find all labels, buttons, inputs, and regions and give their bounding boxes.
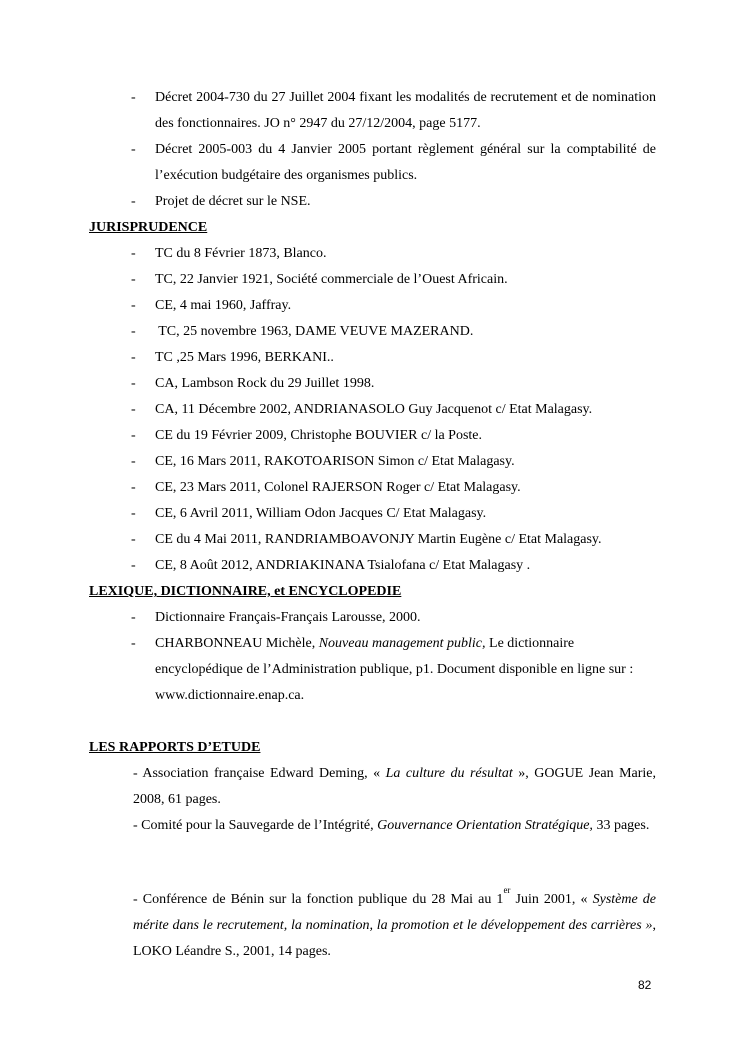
report-item [133, 887, 656, 965]
report-prefix: - Association française Edward Deming, « [133, 766, 386, 781]
report-prefix: - Conférence de Bénin sur la fonction publique du 28 Mai au 1 [133, 892, 504, 907]
decree-item: - Décret 2005-003 du 4 Janvier 2005 portant règlement général sur la comptabilité de l’exécution budgétaire des organismes publics. [131, 137, 656, 189]
section-heading-rapports: LES RAPPORTS D’ETUDE [89, 740, 261, 755]
jurisprudence-item: - CE du 4 Mai 2011, RANDRIAMBOAVONJY Martin Eugène c/ Etat Malagasy. [131, 527, 656, 553]
jurisprudence-item: - CE, 4 mai 1960, Jaffray. [131, 293, 656, 319]
jurisprudence-item: - CE, 6 Avril 2011, William Odon Jacques C/ Etat Malagasy. [131, 501, 656, 527]
jurisprudence-item: - CE, 23 Mars 2011, Colonel RAJERSON Roger c/ Etat Malagasy. [131, 475, 656, 501]
report-suffix: 33 pages. [592, 818, 650, 833]
jurisprudence-item: - TC, 25 novembre 1963, DAME VEUVE MAZERAND. [131, 319, 656, 345]
jurisprudence-item: - TC ,25 Mars 1996, BERKANI.. [131, 345, 656, 371]
lexique-rest: Le dictionnaire encyclopédique de l’Administration publique, p1. Document disponible en ligne sur : www.dictionnaire.enap.ca. [155, 636, 634, 703]
jurisprudence-item: - TC du 8 Février 1873, Blanco. [131, 241, 656, 267]
report-suffix: , LOKO Léandre S., 2001, 14 pages. [133, 918, 656, 959]
report-prefix: - Comité pour la Sauvegarde de l’Intégrité, [133, 818, 378, 833]
jurisprudence-item: - CA, 11 Décembre 2002, ANDRIANASOLO Guy Jacquenot c/ Etat Malagasy. [131, 397, 656, 423]
lexique-item: - Dictionnaire Français-Français Larousse, 2000. [131, 605, 656, 631]
report-title: La culture du résultat [385, 766, 513, 781]
jurisprudence-item: - CE, 8 Août 2012, ANDRIAKINANA Tsialofana c/ Etat Malagasy . [131, 553, 656, 579]
jurisprudence-item: - CE du 19 Février 2009, Christophe BOUVIER c/ la Poste. [131, 423, 656, 449]
report-mid: Juin 2001, « [510, 892, 593, 907]
page-number: 82 [638, 978, 652, 992]
decree-item: - Décret 2004-730 du 27 Juillet 2004 fixant les modalités de recrutement et de nomination des fonctionnaires. JO n° 2947 du 27/12/2004, page 5177. [131, 85, 656, 137]
report-item [133, 813, 656, 839]
section-heading-jurisprudence: JURISPRUDENCE [89, 220, 208, 235]
lexique-author: CHARBONNEAU Michèle, [155, 636, 319, 651]
jurisprudence-item: - TC, 22 Janvier 1921, Société commerciale de l’Ouest Africain. [131, 267, 656, 293]
report-title: Gouvernance Orientation Stratégique, [377, 818, 593, 833]
decree-item: - Projet de décret sur le NSE. [131, 189, 656, 215]
report-item [133, 761, 656, 813]
report-title: Système de mérite dans le recrutement, la nomination, la promotion et le développement des carrières » [133, 892, 656, 933]
lexique-item [131, 631, 656, 709]
report-superscript: er [503, 885, 511, 895]
lexique-title: Nouveau management public, [318, 636, 486, 651]
report-suffix: », GOGUE Jean Marie, 2008, 61 pages. [133, 766, 657, 807]
jurisprudence-item: - CA, Lambson Rock du 29 Juillet 1998. [131, 371, 656, 397]
jurisprudence-item: - CE, 16 Mars 2011, RAKOTOARISON Simon c/ Etat Malagasy. [131, 449, 656, 475]
section-heading-lexique: LEXIQUE, DICTIONNAIRE, et ENCYCLOPEDIE [89, 584, 402, 599]
